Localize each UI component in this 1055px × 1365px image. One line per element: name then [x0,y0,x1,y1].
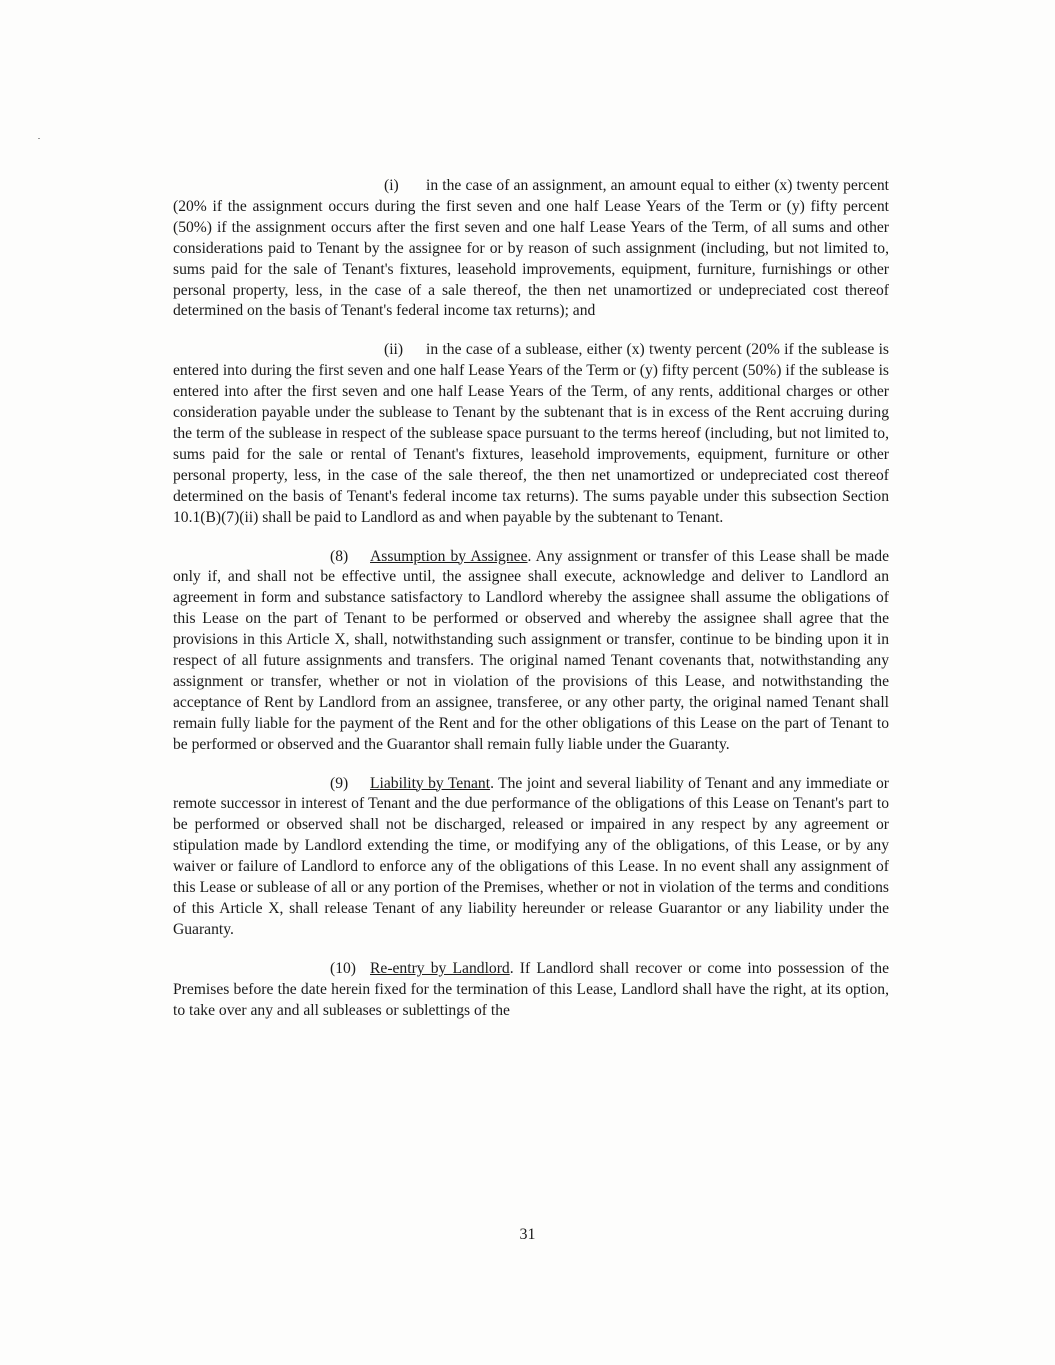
paragraph-text: in the case of an assignment, an amount equal to either (x) twenty percent (20% if the assignment occurs during the first seven and one half Lease Years of the Term or (y) fifty percent (50%) if the assignment occurs after the first seven and one half Lease Years of the Term, of all sums and other considerations paid to Tenant by the assignee for or by reason of such assignment (including, but not limited to, sums paid for the sale of Tenant's fixtures, leasehold improvements, equipment, furniture, furnishings or other personal property, less, in the case of a sale thereof, the then net unamortized or undepreciated cost thereof determined on the basis of Tenant's federal income tax returns); and [173,177,889,320]
paragraph-9 [173,774,889,941]
paragraph-heading: Liability by Tenant [370,774,491,792]
page-number: 31 [519,1226,536,1243]
paragraph-number: (8) [330,547,349,565]
paragraph-text: in the case of a sublease, either (x) twenty percent (20% if the sublease is entered into during the first seven and one half Lease Years of the Term or (y) fifty percent (50%) if the sublease is entered into after the first seven and one half Lease Years of the Term, of any rents, additional charges or other consideration payable under the sublease to Tenant by the subtenant that is in excess of the Rent accruing during the term of the sublease in respect of the sublease space pursuant to the terms hereof (including, but not limited to, sums paid for the sale or rental of Tenant's fixtures, leasehold improvements, equipment, furniture or other personal property, less, in the case of the sale thereof, the then net unamortized or undepreciated cost thereof determined on the basis of Tenant's federal income tax returns). The sums payable under this subsection Section 10.1(B)(7)(ii) shall be paid to Landlord as and when payable by the subtenant to Tenant. [173,341,889,526]
paragraph-text: . If Landlord shall recover or come into possession of the Premises before the date herein fixed for the termination of this Lease, Landlord shall have the right, at its option, to take over any and all subleases or sublettings of the [173,959,889,1019]
paragraph-text: . The joint and several liability of Tenant and any immediate or remote successor in interest of Tenant and the due performance of the obligations of this Lease on Tenant's part to be performed or observed shall not be discharged, released or impaired in any respect by any agreement or stipulation made by Landlord extending the time, or modifying any of the obligations, of this Lease, or by any waiver or failure of Landlord to enforce any of the obligations of this Lease. In no event shall any assignment of this Lease or sublease of all or any portion of the Premises, whether or not in violation of the terms and conditions of this Article X, shall release Tenant of any liability hereunder or release Guarantor or any liability under the Guaranty. [173,774,889,938]
scan-artifact [38,138,40,139]
paragraph-7-i [173,176,889,322]
document-body [173,176,889,1040]
paragraph-7-ii [173,340,889,528]
paragraph-heading: Assumption by Assignee [370,547,528,565]
paragraph-number: (10) [330,959,356,977]
paragraph-number: (9) [330,774,349,792]
paragraph-number: (i) [384,177,399,194]
paragraph-number: (ii) [384,341,404,359]
paragraph-text: . Any assignment or transfer of this Lease shall be made only if, and shall not be effective until, the assignee shall execute, acknowledge and deliver to Landlord an agreement in form and substance satisfactory to Landlord whereby the assignee shall assume the obligations of this Lease on the part of Tenant to be performed or observed and whereby the assignee shall agree that the provisions in this Article X, shall, notwithstanding such assignment or transfer, continue to be binding upon it in respect of all future assignments and transfers. The original named Tenant covenants that, notwithstanding any assignment or transfer, whether or not in violation of the provisions of this Lease, and notwithstanding the acceptance of Rent by Landlord from an assignee, transferee, or any other party, the original named Tenant shall remain fully liable for the payment of the Rent and for the other obligations of this Lease on the part of Tenant to be performed or observed and the Guarantor shall remain fully liable under the Guaranty. [173,547,890,753]
paragraph-10 [173,959,889,1022]
paragraph-8 [173,547,889,756]
paragraph-heading: Re-entry by Landlord [370,959,510,977]
